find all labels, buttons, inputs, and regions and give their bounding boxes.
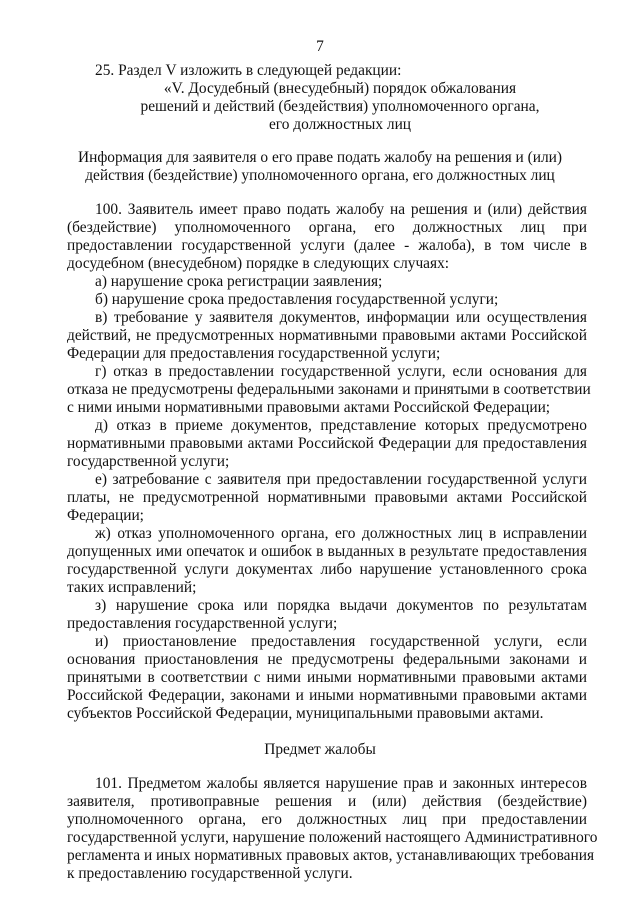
page-number: 7	[316, 38, 324, 55]
item-a: а) нарушение срока регистрации заявления;	[95, 273, 383, 290]
p100-line-4: досудебном (внесудебном) порядке в следующих случаях:	[67, 255, 450, 272]
section-title-line-1: «V. Досудебный (внесудебный) порядок обжалования	[163, 80, 517, 97]
info-heading-line-1: Информация для заявителя о его праве подать жалобу на решения и (или)	[77, 149, 563, 166]
item-i-line-2: основания приостановления не предусмотрены федеральными законами и	[67, 651, 587, 668]
p101-line-6: к предоставлению государственной услуги.	[67, 865, 353, 882]
item-d-line-2: нормативными правовыми актами Российской Федерации для предоставления	[67, 435, 587, 452]
p101-line-4: государственной услуги, нарушение положений настоящего Административного	[67, 829, 598, 846]
item-g-line-2: отказа не предусмотрены федеральными законами и принятыми в соответствии	[67, 381, 591, 398]
item-g-line-3: с ними иными нормативными правовыми актами Российской Федерации;	[67, 399, 551, 416]
item-e-line-3: Федерации;	[67, 507, 144, 524]
section-title-line-2: решений и действий (бездействия) уполномоченного органа,	[140, 98, 540, 115]
item-z-line-2: предоставления государственной услуги;	[67, 615, 338, 632]
subject-heading: Предмет жалобы	[264, 741, 376, 758]
p100-line-3: предоставлении государственной услуги (далее - жалоба), в том числе в	[67, 237, 587, 254]
item-e-line-2: платы, не предусмотренной нормативными правовыми актами Российской	[67, 489, 587, 506]
item-v-line-3: Федерации для предоставления государственной услуги;	[67, 345, 441, 362]
item-d-line-1: д) отказ в приеме документов, представление которых предусмотрено	[95, 417, 587, 434]
p101-line-1: 101. Предметом жалобы является нарушение прав и законных интересов	[95, 775, 587, 792]
item-v-line-2: действий, не предусмотренных нормативными правовыми актами Российской	[67, 327, 587, 344]
item-v-line-1: в) требование у заявителя документов, информации или осуществления	[95, 309, 587, 326]
item-25: 25. Раздел V изложить в следующей редакции:	[95, 62, 402, 79]
info-heading-line-2: действия (бездействие) уполномоченного органа, его должностных лиц	[85, 167, 555, 184]
item-zh-line-3: государственной услуги документах либо нарушение установленного срока	[67, 561, 587, 578]
p101-line-5: регламента и иных нормативных правовых актов, устанавливающих требования	[67, 847, 595, 864]
item-d-line-3: государственной услуги;	[67, 453, 230, 470]
item-e-line-1: е) затребование с заявителя при предоставлении государственной услуги	[95, 471, 587, 488]
item-zh-line-2: допущенных ими опечаток и ошибок в выданных в результате предоставления	[67, 543, 587, 560]
section-title-line-3: его должностных лиц	[268, 116, 412, 133]
item-b: б) нарушение срока предоставления государственной услуги;	[95, 291, 499, 308]
item-zh-line-1: ж) отказ уполномоченного органа, его должностных лиц в исправлении	[95, 525, 587, 542]
item-z-line-1: з) нарушение срока или порядка выдачи документов по результатам	[95, 597, 587, 614]
p100-line-1: 100. Заявитель имеет право подать жалобу на решения и (или) действия	[95, 201, 587, 218]
p101-line-2: заявителя, противоправные решения и (или) действия (бездействие)	[67, 793, 587, 810]
item-g-line-1: г) отказ в предоставлении государственной услуги, если основания для	[95, 363, 587, 380]
p101-line-3: уполномоченного органа, его должностных лиц при предоставлении	[67, 811, 587, 828]
item-zh-line-4: таких исправлений;	[67, 579, 197, 596]
item-i-line-1: и) приостановление предоставления государственной услуги, если	[95, 633, 587, 650]
item-i-line-3: принятыми в соответствии с ними иными нормативными правовыми актами	[67, 669, 587, 686]
item-i-line-4: Российской Федерации, законами и иными нормативными правовыми актами	[67, 687, 587, 704]
item-i-line-5: субъектов Российской Федерации, муниципальными правовыми актами.	[67, 705, 544, 722]
p100-line-2: (бездействие) уполномоченного органа, его должностных лиц при	[67, 219, 587, 236]
